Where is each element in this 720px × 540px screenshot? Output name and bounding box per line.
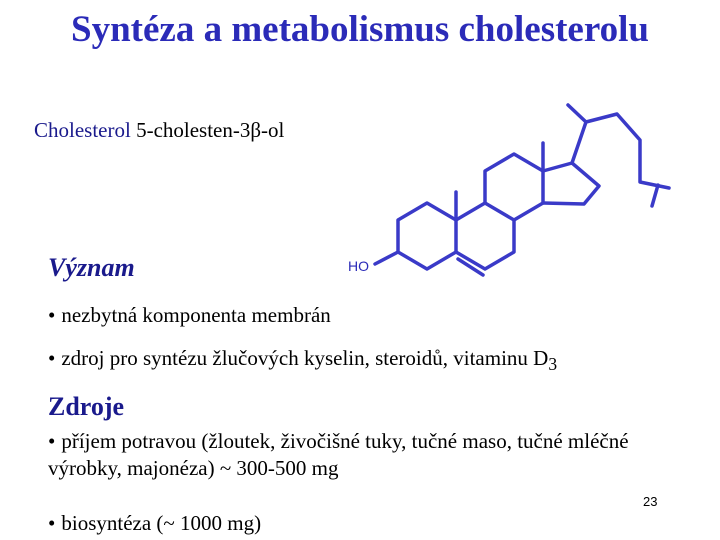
ring-b [456,203,514,269]
list-item [48,510,261,537]
side-chain [572,114,669,188]
methyl-c27 [652,185,658,206]
section-heading-zdroje: Zdroje [48,392,125,421]
vitamin-subscript: 3 [548,354,558,375]
list-item-text: zdroj pro syntézu žlučových kyselin, steroidů, vitaminu D [61,346,549,370]
bullet-icon: • [48,346,56,370]
ring-c [485,154,543,220]
bullet-icon: • [48,511,56,535]
cholesterol-iupac-name: 5-cholesten-3β-ol [136,118,285,142]
cholesterol-name: Cholesterol [34,118,131,142]
methyl-c21 [568,105,586,122]
section-heading-vyznam: Význam [48,253,135,282]
bullet-icon: • [48,303,56,327]
bullet-icon: • [48,429,56,453]
list-item [48,302,331,329]
cholesterol-name-line [34,118,284,143]
list-item-text: příjem potravou (žloutek, živočišné tuky, tučné maso, tučné mléčné výrobky, majonéza) ~ 300-500 mg [48,429,629,480]
hydroxyl-label: HO [348,258,369,274]
list-item-text: biosyntéza (~ 1000 mg) [61,511,262,535]
list-item [48,345,557,378]
ring-a [375,203,456,269]
slide-title: Syntéza a metabolismus cholesterolu [71,9,649,50]
ring-d [543,163,599,204]
page-number: 23 [643,494,658,509]
double-bond [458,259,483,275]
list-item-text: nezbytná komponenta membrán [61,303,331,327]
list-item [48,428,678,482]
